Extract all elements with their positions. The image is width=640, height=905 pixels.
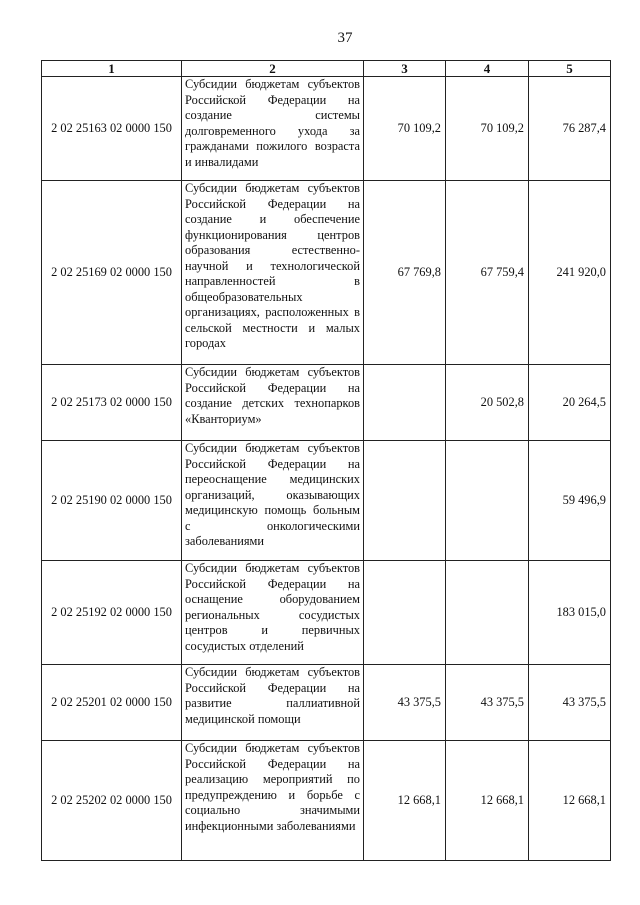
- budget-code: 2 02 25192 02 0000 150: [42, 561, 182, 665]
- column-header-2: 2: [182, 61, 364, 77]
- row-description: Субсидии бюджетам субъектов Российской Федерации на создание детских технопарков «Кванториум»: [182, 365, 364, 441]
- budget-code: 2 02 25202 02 0000 150: [42, 741, 182, 861]
- table-row: [42, 365, 611, 441]
- amount-col4: 70 109,2: [446, 77, 529, 181]
- budget-code: 2 02 25169 02 0000 150: [42, 181, 182, 365]
- page-number: 37: [337, 30, 353, 46]
- amount-col5: 59 496,9: [529, 441, 611, 561]
- amount-col5: 183 015,0: [529, 561, 611, 665]
- table-row: [42, 77, 611, 181]
- amount-col5: 12 668,1: [529, 741, 611, 861]
- row-description: Субсидии бюджетам субъектов Российской Федерации на оснащение оборудованием региональных сосудистых центров и первичных сосудистых отделений: [182, 561, 364, 665]
- amount-col3: [364, 441, 446, 561]
- amount-col3: [364, 365, 446, 441]
- table-row: [42, 441, 611, 561]
- amount-col4: 12 668,1: [446, 741, 529, 861]
- row-description: Субсидии бюджетам субъектов Российской Федерации на переоснащение медицинских организаций, оказывающих медицинскую помощь больным с онкологическими заболеваниями: [182, 441, 364, 561]
- row-description: Субсидии бюджетам субъектов Российской Федерации на создание системы долговременного ухода за гражданами пожилого возраста и инвалидами: [182, 77, 364, 181]
- amount-col3: 67 769,8: [364, 181, 446, 365]
- amount-col4: [446, 561, 529, 665]
- table-row: [42, 741, 611, 861]
- budget-code: 2 02 25173 02 0000 150: [42, 365, 182, 441]
- amount-col3: 43 375,5: [364, 665, 446, 741]
- column-header-1: 1: [42, 61, 182, 77]
- amount-col3: 70 109,2: [364, 77, 446, 181]
- amount-col5: 241 920,0: [529, 181, 611, 365]
- table-row: [42, 561, 611, 665]
- amount-col4: 67 759,4: [446, 181, 529, 365]
- budget-code: 2 02 25201 02 0000 150: [42, 665, 182, 741]
- amount-col5: 43 375,5: [529, 665, 611, 741]
- amount-col4: 20 502,8: [446, 365, 529, 441]
- column-header-4: 4: [446, 61, 529, 77]
- amount-col4: [446, 441, 529, 561]
- budget-code: 2 02 25163 02 0000 150: [42, 77, 182, 181]
- column-header-3: 3: [364, 61, 446, 77]
- amount-col5: 76 287,4: [529, 77, 611, 181]
- table-row: [42, 665, 611, 741]
- row-description: Субсидии бюджетам субъектов Российской Федерации на создание и обеспечение функционирования центров образования естественно-научной и технологической направленностей в общеобразовательных организациях, расположенных в сельской местности и малых городах: [182, 181, 364, 365]
- column-header-5: 5: [529, 61, 611, 77]
- header-row: [42, 61, 611, 77]
- amount-col3: [364, 561, 446, 665]
- row-description: Субсидии бюджетам субъектов Российской Федерации на реализацию мероприятий по предупреждению и борьбе с социально значимыми инфекционными заболеваниями: [182, 741, 364, 861]
- amount-col3: 12 668,1: [364, 741, 446, 861]
- budget-code: 2 02 25190 02 0000 150: [42, 441, 182, 561]
- budget-table: [41, 60, 611, 861]
- row-description: Субсидии бюджетам субъектов Российской Федерации на развитие паллиативной медицинской помощи: [182, 665, 364, 741]
- table-row: [42, 181, 611, 365]
- amount-col5: 20 264,5: [529, 365, 611, 441]
- amount-col4: 43 375,5: [446, 665, 529, 741]
